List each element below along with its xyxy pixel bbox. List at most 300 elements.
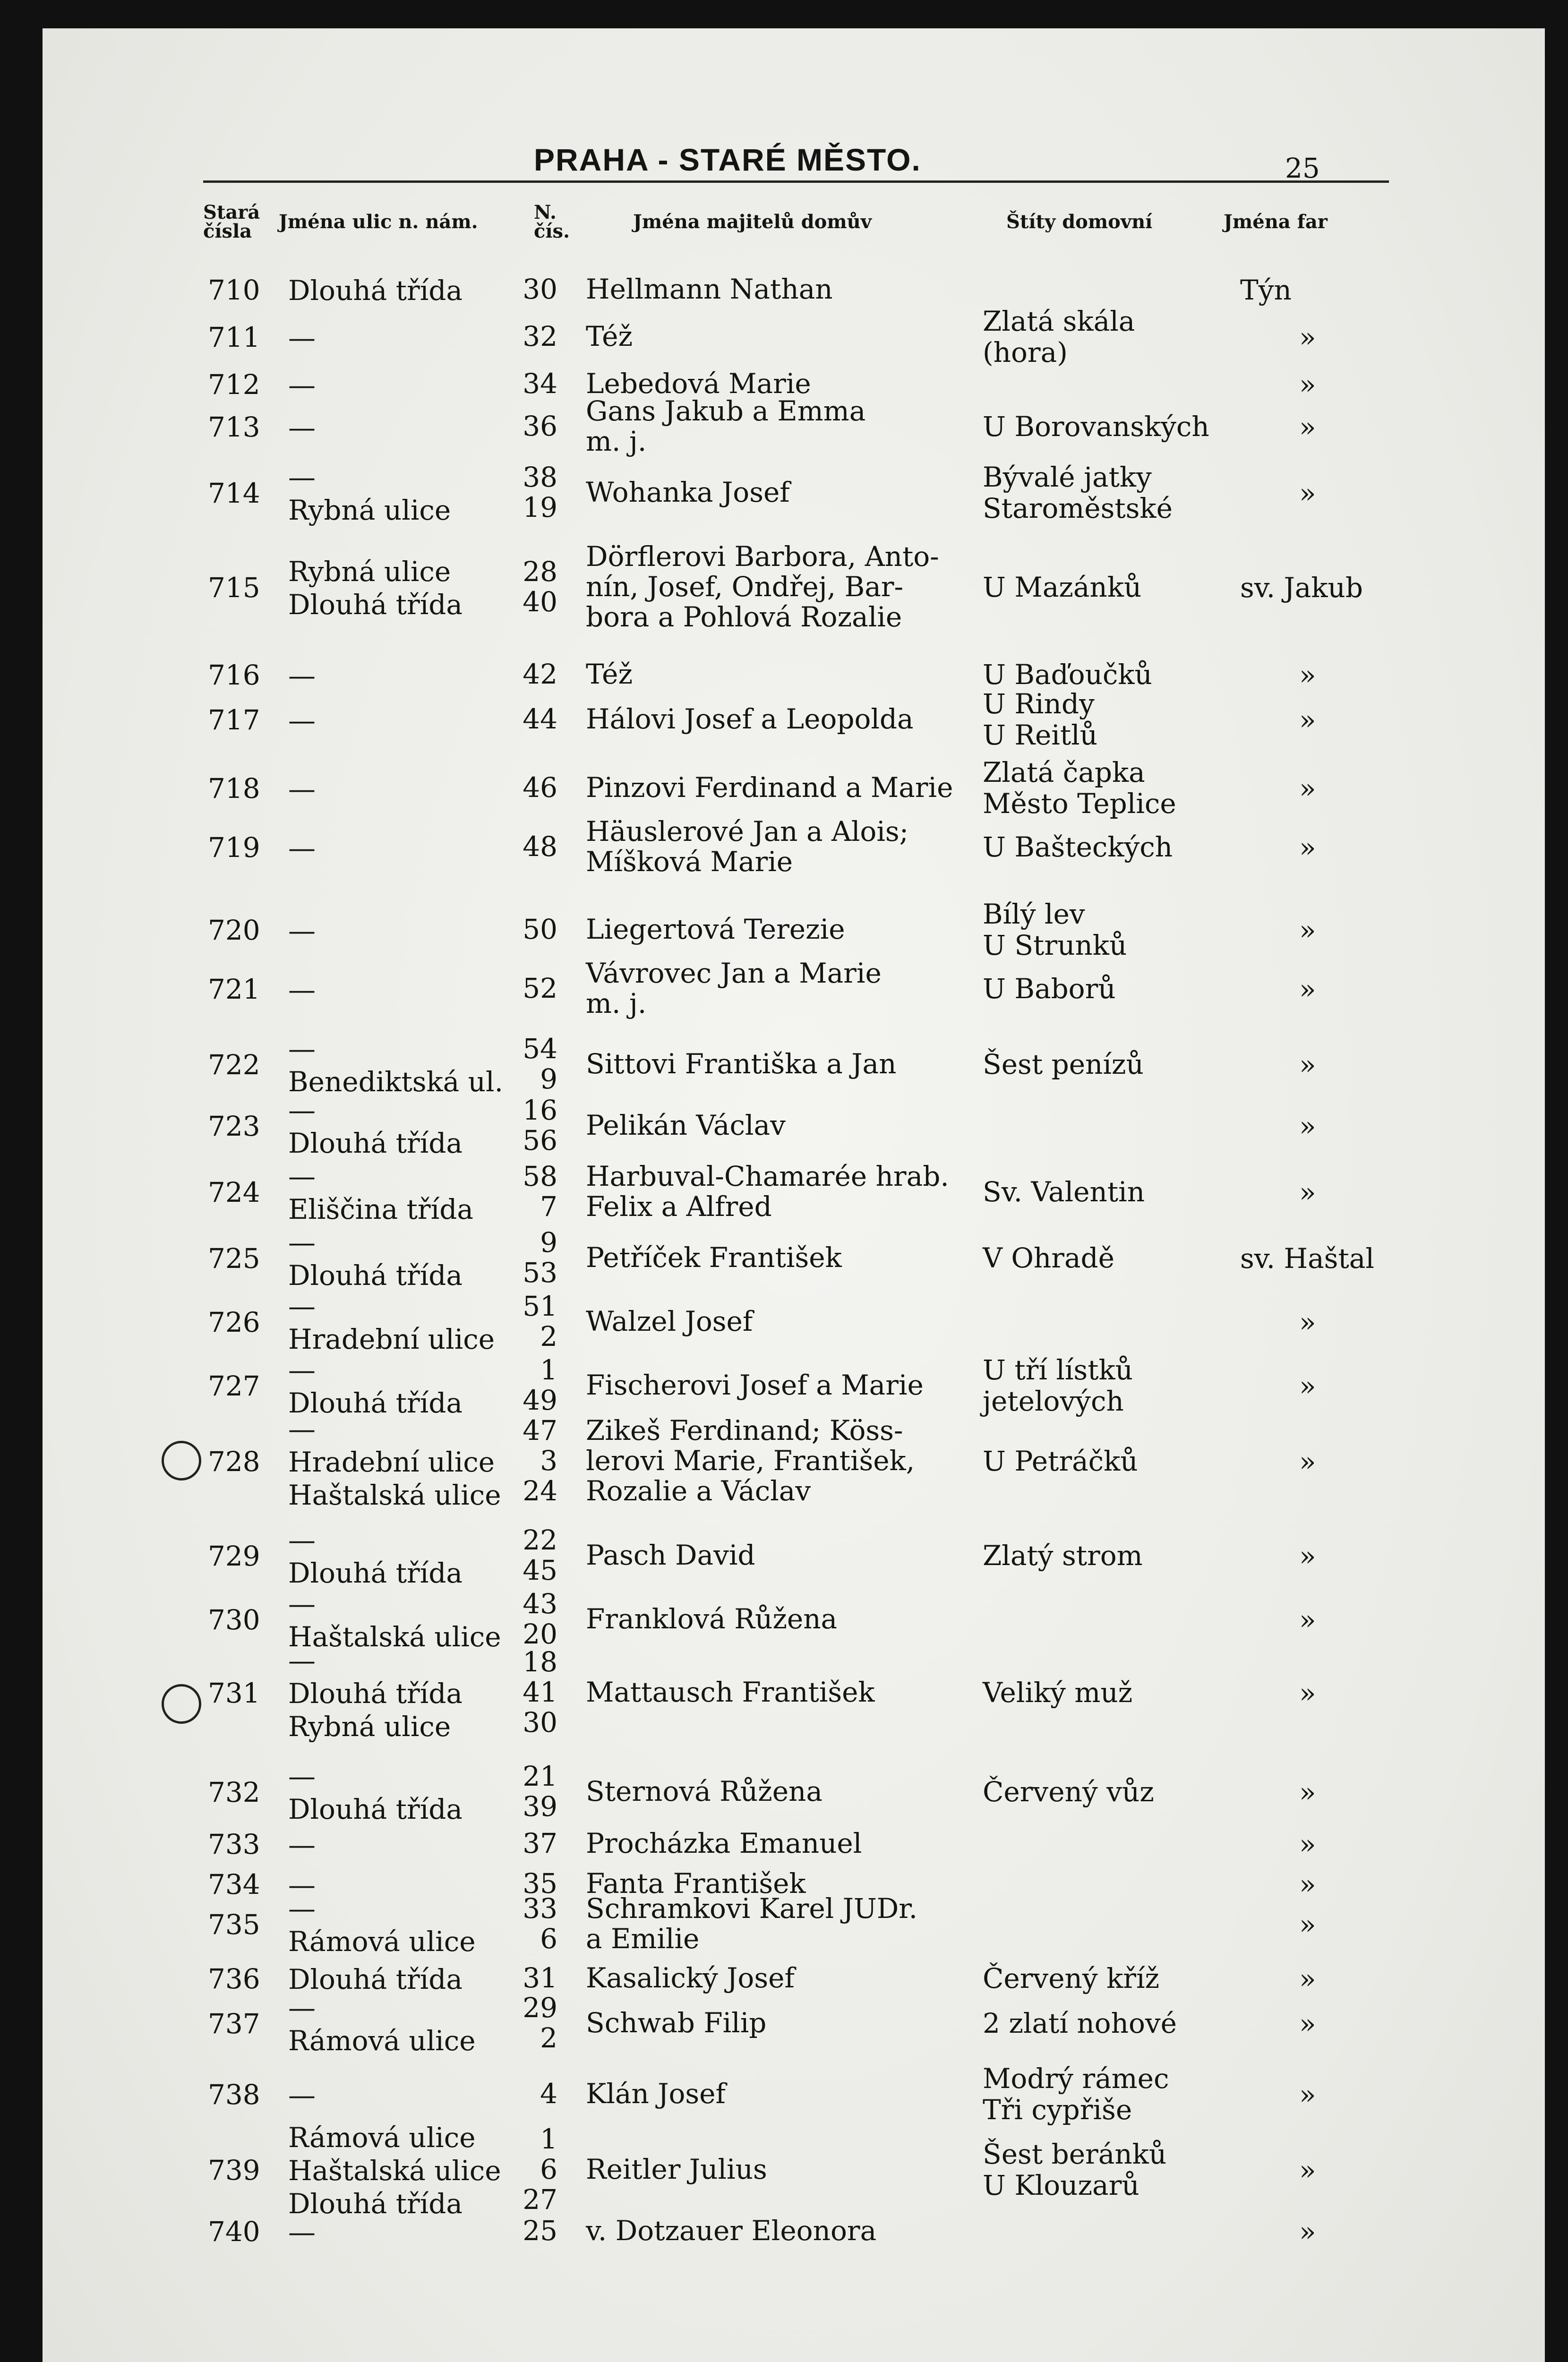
house-number bbox=[515, 1963, 557, 1993]
parish-name: » bbox=[1299, 2154, 1316, 2186]
house-number-line: 20 bbox=[523, 1618, 557, 1650]
street-name-line: — bbox=[288, 411, 316, 444]
street-name-line: Hradební ulice bbox=[288, 1323, 495, 1355]
owner-name bbox=[586, 2008, 766, 2038]
house-sign bbox=[983, 831, 1173, 863]
parish-name: » bbox=[1299, 1110, 1316, 1142]
parish-name: » bbox=[1299, 973, 1316, 1005]
street-name bbox=[288, 2216, 316, 2249]
owner-name bbox=[586, 1893, 917, 1954]
entry-number: 711 bbox=[208, 321, 260, 353]
street-name-line: Rámová ulice bbox=[288, 2122, 476, 2154]
house-number-line: 39 bbox=[523, 1790, 557, 1823]
house-number-line: 35 bbox=[523, 1867, 557, 1900]
street-name-line: — bbox=[288, 2079, 316, 2111]
house-number bbox=[515, 1291, 557, 1352]
street-name-line: Haštalská ulice bbox=[288, 1621, 501, 1653]
entry-number: 738 bbox=[208, 2079, 260, 2111]
house-sign-line: Bílý lev bbox=[983, 898, 1085, 930]
entry-number: 718 bbox=[208, 772, 260, 804]
house-number bbox=[515, 1589, 557, 1649]
street-name-line: — bbox=[288, 1290, 316, 1322]
owner-name-line: Hellmann Nathan bbox=[586, 273, 833, 305]
house-sign bbox=[983, 659, 1152, 690]
house-number bbox=[515, 1034, 557, 1094]
house-number-line: 29 bbox=[523, 1992, 557, 2024]
street-name-line: Haštalská ulice bbox=[288, 1479, 501, 1511]
header-rule bbox=[203, 180, 1389, 183]
house-sign bbox=[983, 973, 1116, 1004]
entry-number: 728 bbox=[208, 1446, 260, 1478]
owner-name-line: Schwab Filip bbox=[586, 2007, 767, 2039]
street-name-line: — bbox=[288, 1760, 316, 1792]
street-name-line: Benediktská ul. bbox=[288, 1066, 504, 1098]
document-page bbox=[43, 28, 1545, 2362]
street-name-line: Dlouhá třída bbox=[288, 1677, 463, 1710]
street-name-line: Dlouhá třída bbox=[288, 1793, 463, 1825]
house-number-line: 43 bbox=[523, 1588, 557, 1620]
street-name-line: Dlouhá třída bbox=[288, 1557, 463, 1589]
street-name-line: — bbox=[288, 1524, 316, 1556]
house-sign-line: U Borovanských bbox=[983, 411, 1209, 443]
street-name-line: — bbox=[288, 1992, 316, 2024]
parish-name: » bbox=[1299, 477, 1316, 509]
owner-name-line: Hálovi Josef a Leopolda bbox=[586, 703, 914, 735]
owner-name-line: m. j. bbox=[586, 987, 647, 1019]
street-name-line: — bbox=[288, 1829, 316, 1861]
house-number bbox=[515, 321, 557, 351]
street-name-line: Hradební ulice bbox=[288, 1446, 495, 1478]
house-number-line: 47 bbox=[523, 1414, 557, 1446]
entry-number: 735 bbox=[208, 1908, 260, 1941]
house-number bbox=[515, 2124, 557, 2215]
parish-name: » bbox=[1299, 2079, 1316, 2111]
owner-name-line: Zikeš Ferdinand; Köss- bbox=[586, 1414, 903, 1446]
house-number-line: 52 bbox=[523, 972, 557, 1004]
owner-name-line: Sternová Růžena bbox=[586, 1775, 823, 1807]
owner-name bbox=[586, 1540, 755, 1570]
street-name bbox=[288, 2121, 501, 2220]
house-number-line: 48 bbox=[523, 830, 557, 863]
street-name bbox=[288, 461, 451, 527]
entry-number: 722 bbox=[208, 1049, 260, 1081]
house-number-line: 56 bbox=[523, 1124, 557, 1156]
parish-name: » bbox=[1299, 411, 1316, 443]
house-sign-line: Veliký muž bbox=[983, 1677, 1133, 1709]
parish-name: » bbox=[1299, 1446, 1316, 1478]
house-sign bbox=[983, 462, 1173, 524]
street-name-line: — bbox=[288, 974, 316, 1006]
parish-name: » bbox=[1299, 368, 1316, 401]
house-number-line: 27 bbox=[523, 2183, 557, 2216]
entry-number: 717 bbox=[208, 704, 260, 736]
owner-name bbox=[586, 1161, 949, 1222]
house-number-line: 28 bbox=[523, 556, 557, 588]
owner-name bbox=[586, 914, 845, 944]
circle-mark-728 bbox=[162, 1441, 201, 1481]
house-sign-line: Město Teplice bbox=[983, 787, 1176, 820]
street-name-line: Rybná ulice bbox=[288, 556, 451, 588]
street-name-line: — bbox=[288, 773, 316, 805]
house-number bbox=[515, 556, 557, 617]
house-sign-line: U Baďoučků bbox=[983, 659, 1152, 691]
house-sign-line: jetelových bbox=[983, 1385, 1124, 1417]
street-name bbox=[288, 411, 316, 444]
house-sign bbox=[983, 411, 1209, 442]
parish-name: » bbox=[1299, 1306, 1316, 1338]
street-name-line: — bbox=[288, 1033, 316, 1065]
house-sign-line: U Baborů bbox=[983, 973, 1116, 1005]
house-number-line: 45 bbox=[523, 1554, 557, 1586]
street-name-line: — bbox=[288, 1869, 316, 1901]
owner-name-line: Häuslerové Jan a Alois; bbox=[586, 815, 909, 847]
parish-name: » bbox=[1299, 659, 1316, 691]
house-number-line: 46 bbox=[523, 771, 557, 804]
street-name-line: Rybná ulice bbox=[288, 494, 451, 526]
house-sign-line: (hora) bbox=[983, 336, 1068, 368]
house-sign bbox=[983, 572, 1141, 603]
house-number-line: 6 bbox=[540, 1923, 557, 1955]
street-name-line: — bbox=[288, 1644, 316, 1677]
house-number-line: 49 bbox=[523, 1384, 557, 1416]
house-sign bbox=[983, 899, 1127, 961]
owner-name-line: Sittovi Františka a Jan bbox=[586, 1048, 897, 1080]
house-sign bbox=[983, 1677, 1132, 1708]
entry-number: 740 bbox=[208, 2216, 260, 2248]
owner-name bbox=[586, 704, 914, 734]
house-sign-line: Zlatá čapka bbox=[983, 756, 1145, 788]
owner-name bbox=[586, 1306, 753, 1336]
owner-name bbox=[586, 958, 882, 1018]
parish-name: Týn bbox=[1240, 274, 1292, 306]
owner-name bbox=[586, 1370, 924, 1400]
street-name bbox=[288, 1523, 463, 1590]
house-number-line: 51 bbox=[523, 1290, 557, 1322]
house-sign-line: U Rindy bbox=[983, 688, 1095, 720]
owner-name bbox=[586, 368, 811, 399]
house-number bbox=[515, 1828, 557, 1858]
house-number bbox=[515, 1095, 557, 1155]
parish-name: sv. Jakub bbox=[1240, 572, 1363, 604]
parish-name: » bbox=[1299, 1540, 1316, 1572]
street-name-line: Dlouhá třída bbox=[288, 1387, 463, 1419]
house-sign-line: Červený vůz bbox=[983, 1776, 1154, 1808]
street-name bbox=[288, 1892, 476, 1958]
house-sign-line: Šest penízů bbox=[983, 1048, 1144, 1080]
entry-number: 713 bbox=[208, 411, 260, 443]
house-number bbox=[515, 973, 557, 1003]
house-sign-line: Zlatá skála bbox=[983, 305, 1135, 337]
entry-number: 734 bbox=[208, 1868, 260, 1900]
owner-name bbox=[586, 1110, 786, 1140]
street-name bbox=[288, 914, 316, 947]
house-number bbox=[515, 274, 557, 304]
house-sign bbox=[983, 1540, 1143, 1571]
house-number bbox=[515, 914, 557, 944]
street-name-line: Dlouhá třída bbox=[288, 1963, 463, 1995]
house-number-line: 53 bbox=[523, 1257, 557, 1289]
parish-name: » bbox=[1299, 1868, 1316, 1900]
house-number-line: 19 bbox=[523, 491, 557, 523]
house-number bbox=[515, 1761, 557, 1822]
house-sign bbox=[983, 2063, 1169, 2125]
house-number bbox=[515, 2216, 557, 2246]
entry-number: 723 bbox=[208, 1110, 260, 1142]
entry-number: 731 bbox=[208, 1677, 260, 1709]
house-number bbox=[515, 368, 557, 399]
house-number bbox=[515, 831, 557, 862]
house-number-line: 40 bbox=[523, 586, 557, 618]
street-name bbox=[288, 973, 316, 1006]
street-name bbox=[288, 831, 316, 864]
street-name bbox=[288, 368, 316, 402]
entry-number: 730 bbox=[208, 1604, 260, 1636]
street-name-line: — bbox=[288, 322, 316, 354]
parish-name: sv. Haštal bbox=[1240, 1242, 1374, 1275]
house-sign bbox=[983, 306, 1135, 368]
entry-number: 714 bbox=[208, 477, 260, 509]
house-number-line: 2 bbox=[540, 1320, 557, 1352]
column-header-old-numbers: Stará čísla bbox=[203, 201, 260, 242]
entry-number: 737 bbox=[208, 2008, 260, 2040]
house-number-line: 9 bbox=[540, 1063, 557, 1095]
owner-name-line: Klán Josef bbox=[586, 2078, 726, 2110]
owner-name bbox=[586, 2079, 726, 2109]
street-name-line: — bbox=[288, 2216, 316, 2248]
column-header-streets: Jména ulic n. nám. bbox=[279, 211, 478, 233]
owner-name-line: m. j. bbox=[586, 425, 647, 457]
parish-name: » bbox=[1299, 2008, 1316, 2040]
page-number: 25 bbox=[1285, 152, 1320, 184]
owner-name-line: Harbuval-Chamarée hrab. bbox=[586, 1160, 949, 1192]
house-sign-line: V Ohradě bbox=[983, 1242, 1114, 1274]
house-number-line: 24 bbox=[523, 1475, 557, 1507]
owner-name-line: Rozalie a Václav bbox=[586, 1475, 811, 1507]
owner-name-line: nín, Josef, Ondřej, Bar- bbox=[586, 571, 904, 603]
parish-name: » bbox=[1299, 831, 1316, 864]
street-name bbox=[288, 1412, 501, 1512]
house-sign bbox=[983, 1963, 1159, 1994]
parish-name: » bbox=[1299, 1677, 1316, 1709]
street-name-line: — bbox=[288, 1160, 316, 1192]
owner-name-line: Wohanka Josef bbox=[586, 476, 790, 508]
owner-name-line: Schramkovi Karel JUDr. bbox=[586, 1892, 918, 1925]
parish-name: » bbox=[1299, 321, 1316, 353]
owner-name-line: Procházka Emanuel bbox=[586, 1827, 862, 1859]
house-number-line: 33 bbox=[523, 1892, 557, 1925]
page-title: PRAHA - STARÉ MĚSTO. bbox=[534, 142, 921, 177]
entry-number: 736 bbox=[208, 1963, 260, 1995]
column-header-signs: Štíty domovní bbox=[1006, 211, 1153, 233]
owner-name bbox=[586, 816, 908, 877]
owner-name-line: Kasalický Josef bbox=[586, 1962, 795, 1994]
house-number bbox=[515, 772, 557, 803]
street-name bbox=[288, 1160, 473, 1226]
parish-name: » bbox=[1299, 1963, 1316, 1995]
column-header-new-numbers: N. čís. bbox=[534, 201, 570, 242]
house-sign bbox=[983, 2008, 1177, 2039]
house-sign bbox=[983, 1242, 1114, 1274]
house-number bbox=[515, 1415, 557, 1506]
street-name-line: Rámová ulice bbox=[288, 2025, 476, 2057]
owner-name bbox=[586, 1677, 875, 1707]
street-name bbox=[288, 1587, 501, 1653]
owner-name bbox=[586, 541, 939, 632]
street-name-line: Rybná ulice bbox=[288, 1711, 451, 1743]
street-name bbox=[288, 555, 463, 621]
street-name-line: — bbox=[288, 1413, 316, 1445]
house-number bbox=[515, 659, 557, 689]
owner-name-line: lerovi Marie, František, bbox=[586, 1445, 915, 1477]
house-sign-line: U Strunků bbox=[983, 929, 1127, 961]
owner-name bbox=[586, 772, 953, 803]
street-name-line: — bbox=[288, 461, 316, 493]
house-number-line: 32 bbox=[523, 320, 557, 352]
entry-number: 726 bbox=[208, 1306, 260, 1338]
owner-name bbox=[586, 396, 865, 456]
street-name bbox=[288, 321, 316, 354]
owner-name-line: Gans Jakub a Emma bbox=[586, 395, 866, 427]
house-sign-line: Modrý rámec bbox=[983, 2062, 1169, 2095]
street-name bbox=[288, 704, 316, 737]
house-number bbox=[515, 704, 557, 734]
owner-name bbox=[586, 321, 633, 351]
owner-name-line: bora a Pohlová Rozalie bbox=[586, 601, 902, 633]
house-sign bbox=[983, 1176, 1145, 1207]
house-number-line: 25 bbox=[523, 2215, 557, 2247]
street-name bbox=[288, 2079, 316, 2112]
house-number-line: 31 bbox=[523, 1962, 557, 1994]
house-number-line: 50 bbox=[523, 913, 557, 945]
street-name-line: Haštalská ulice bbox=[288, 2155, 501, 2187]
house-sign-line: Šest beránků bbox=[983, 2138, 1167, 2170]
entry-number: 716 bbox=[208, 659, 260, 691]
street-name-line: — bbox=[288, 1892, 316, 1925]
street-name-line: — bbox=[288, 1226, 316, 1258]
entry-number: 720 bbox=[208, 914, 260, 946]
street-name bbox=[288, 1991, 476, 2057]
owner-name bbox=[586, 1604, 837, 1634]
owner-name-line: Dörflerovi Barbora, Anto- bbox=[586, 540, 939, 573]
house-sign-line: Červený kříž bbox=[983, 1962, 1160, 1994]
house-number-line: 3 bbox=[540, 1445, 557, 1477]
owner-name-line: Též bbox=[586, 658, 633, 690]
owner-name-line: Též bbox=[586, 320, 633, 352]
street-name-line: — bbox=[288, 659, 316, 692]
street-name bbox=[288, 1226, 463, 1292]
owner-name bbox=[586, 1963, 795, 1993]
street-name bbox=[288, 1828, 316, 1861]
parish-name: » bbox=[1299, 1908, 1316, 1941]
house-number-line: 30 bbox=[523, 273, 557, 305]
street-name-line: — bbox=[288, 1094, 316, 1126]
house-number-line: 22 bbox=[523, 1524, 557, 1556]
parish-name: » bbox=[1299, 1049, 1316, 1081]
street-name bbox=[288, 1644, 463, 1743]
house-number-line: 2 bbox=[540, 2022, 557, 2054]
house-sign bbox=[983, 1776, 1154, 1807]
street-name-line: — bbox=[288, 1588, 316, 1620]
parish-name: » bbox=[1299, 704, 1316, 736]
house-number bbox=[515, 1525, 557, 1585]
parish-name: » bbox=[1299, 1776, 1316, 1808]
owner-name bbox=[586, 477, 790, 507]
owner-name bbox=[586, 1828, 862, 1858]
street-name-line: Dlouhá třída bbox=[288, 274, 463, 307]
house-sign-line: U Mazánků bbox=[983, 571, 1142, 603]
house-number-line: 37 bbox=[523, 1827, 557, 1859]
owner-name bbox=[586, 2216, 876, 2246]
owner-name-line: v. Dotzauer Eleonora bbox=[586, 2215, 877, 2247]
house-sign-line: Sv. Valentin bbox=[983, 1176, 1145, 1208]
house-number-line: 18 bbox=[523, 1646, 557, 1678]
street-name-line: — bbox=[288, 832, 316, 864]
entry-number: 727 bbox=[208, 1370, 260, 1402]
owner-name bbox=[586, 1049, 896, 1079]
owner-name-line: Reitler Julius bbox=[586, 2153, 767, 2185]
owner-name bbox=[586, 1242, 842, 1273]
house-number-line: 34 bbox=[523, 368, 557, 400]
house-sign bbox=[983, 1049, 1144, 1080]
house-number-line: 7 bbox=[540, 1190, 557, 1223]
street-name bbox=[288, 1353, 463, 1420]
house-sign-line: U Petráčků bbox=[983, 1445, 1138, 1477]
street-name-line: Dlouhá třída bbox=[288, 2188, 463, 2220]
owner-name-line: Walzel Josef bbox=[586, 1305, 753, 1337]
house-number-line: 16 bbox=[523, 1094, 557, 1126]
owner-name-line: Míšková Marie bbox=[586, 846, 793, 878]
house-number bbox=[515, 1227, 557, 1288]
entry-number: 721 bbox=[208, 973, 260, 1005]
owner-name-line: Liegertová Terezie bbox=[586, 913, 845, 945]
entry-number: 724 bbox=[208, 1176, 260, 1208]
parish-name: » bbox=[1299, 1370, 1316, 1402]
entry-number: 733 bbox=[208, 1828, 260, 1860]
house-sign-line: Zlatý strom bbox=[983, 1540, 1143, 1572]
house-number-line: 42 bbox=[523, 658, 557, 690]
street-name-line: Dlouhá třída bbox=[288, 589, 463, 621]
house-sign bbox=[983, 688, 1097, 751]
house-number bbox=[515, 1161, 557, 1222]
entry-number: 729 bbox=[208, 1540, 260, 1572]
entry-number: 725 bbox=[208, 1242, 260, 1275]
house-number-line: 6 bbox=[540, 2153, 557, 2185]
house-sign-line: U Bašteckých bbox=[983, 831, 1173, 863]
owner-name-line: Fischerovi Josef a Marie bbox=[586, 1369, 924, 1401]
owner-name-line: Vávrovec Jan a Marie bbox=[586, 957, 882, 989]
street-name bbox=[288, 1760, 463, 1826]
house-number bbox=[515, 1993, 557, 2053]
house-number bbox=[515, 462, 557, 522]
parish-name: » bbox=[1299, 772, 1316, 804]
house-sign-line: U tří lístků bbox=[983, 1354, 1133, 1386]
owner-name-line: Mattausch František bbox=[586, 1676, 875, 1708]
entry-number: 710 bbox=[208, 274, 260, 306]
owner-name bbox=[586, 1415, 915, 1506]
house-number-line: 1 bbox=[540, 2123, 557, 2155]
street-name bbox=[288, 772, 316, 805]
owner-name-line: Fanta František bbox=[586, 1867, 806, 1900]
house-number-line: 21 bbox=[523, 1760, 557, 1792]
owner-name bbox=[586, 659, 633, 689]
house-number-line: 9 bbox=[540, 1226, 557, 1258]
street-name-line: — bbox=[288, 369, 316, 401]
house-number bbox=[515, 1893, 557, 1954]
column-header-parishes: Jména far bbox=[1224, 211, 1328, 233]
owner-name-line: Franklová Růžena bbox=[586, 1603, 838, 1635]
owner-name bbox=[586, 274, 833, 304]
street-name bbox=[288, 659, 316, 692]
